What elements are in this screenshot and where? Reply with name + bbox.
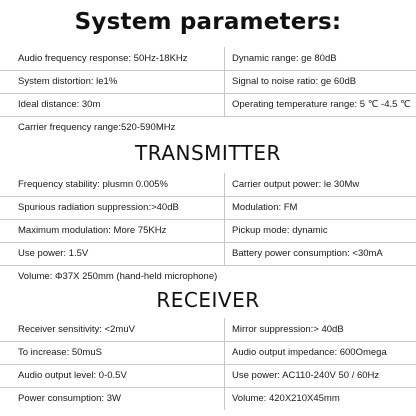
table-row — [0, 116, 416, 139]
param-label: Audio output impedance: 600Omega — [232, 347, 387, 358]
table-row — [0, 242, 416, 266]
param-label: Carrier output power: le 30Mw — [232, 179, 360, 190]
table-row — [0, 93, 416, 117]
param-label: Use power: AC110-240V 50 / 60Hz — [232, 370, 380, 381]
table-row — [0, 341, 416, 365]
param-label: Audio frequency response: 50Hz-18KHz — [18, 53, 188, 64]
param-label: Signal to noise ratio: ge 60dB — [232, 76, 357, 87]
param-label: Volume: 420X210X45mm — [232, 393, 340, 404]
param-label: Power consumption: 3W — [18, 393, 121, 404]
table-row — [0, 364, 416, 388]
table-row — [0, 318, 416, 342]
param-label: Dynamic range: ge 80dB — [232, 53, 337, 64]
param-label: Use power: 1.5V — [18, 248, 89, 259]
param-label: Mirror suppression:> 40dB — [232, 324, 344, 335]
table-row — [0, 196, 416, 220]
param-label: To increase: 50muS — [18, 347, 102, 358]
param-label: System distortion: le1% — [18, 76, 118, 87]
param-label: Volume: Φ37X 250mm (hand-held microphone) — [18, 271, 218, 282]
param-label: Pickup mode: dynamic — [232, 225, 328, 236]
param-label: Battery power consumption: <30mA — [232, 248, 383, 259]
param-label: Audio output level: 0-0.5V — [18, 370, 127, 381]
table-row — [0, 47, 416, 71]
system-parameters-heading: System parameters: — [74, 9, 342, 35]
param-label: Modulation: FM — [232, 202, 298, 213]
table-row — [0, 173, 416, 197]
table-row — [0, 70, 416, 94]
param-label: Frequency stability: plusmn 0.005% — [18, 179, 168, 190]
param-label: Maximum modulation: More 75KHz — [18, 225, 167, 236]
param-label: Carrier frequency range:520-590MHz — [18, 122, 176, 133]
param-label: Receiver sensitivity: <2muV — [18, 324, 135, 335]
transmitter-heading: TRANSMITTER — [135, 141, 281, 165]
param-label: Operating temperature range: 5 ℃ -4.5 ℃ — [232, 99, 411, 110]
table-row — [0, 387, 416, 410]
receiver-heading: RECEIVER — [156, 288, 260, 312]
param-label: Ideal distance: 30m — [18, 99, 101, 110]
table-row — [0, 265, 416, 288]
param-label: Spurious radiation suppression:>40dB — [18, 202, 179, 213]
table-row — [0, 219, 416, 243]
